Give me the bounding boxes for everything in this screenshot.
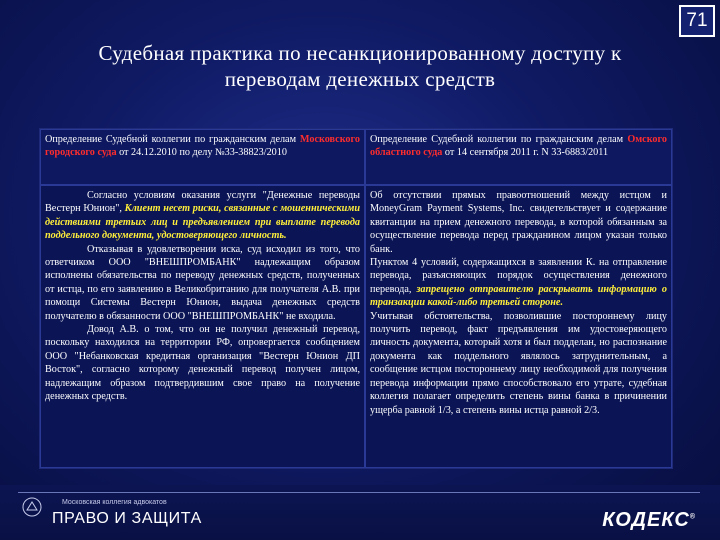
right-paragraph-1: Об отсутствии прямых правоотношений между истцом и MoneyGram Payment Systems, Inc. свидетельствует и содержание квитанции на прием денежного перевода, в которой обязанным за осуществление перевода перед гражданином лицом указан только банк. — [370, 190, 667, 255]
right-header-suffix: от 14 сентября 2011 г. N 33-6883/2011 — [442, 147, 609, 159]
left-paragraph-1 — [45, 189, 360, 243]
left-paragraph-3: Довод А.В. о том, что он не получил денежный перевод, поскольку находился на территории РФ, опровергается сообщением ООО "Небанковская кредитная организация "Вестерн Юнион ДП Восток", согласно которому денежный перевод получен лицом, надлежащим образом подтвердившим свое право на получение денежных средств. — [45, 324, 360, 403]
left-court-name: Московского городского суда — [45, 134, 360, 159]
right-court-name: Омского областного суда — [370, 134, 667, 159]
law-firm-name: ПРАВО И ЗАЩИТА — [52, 510, 202, 527]
left-p1-highlight: Клиент несет риски, связанные с мошенническими действиями третьих лиц и предъявлением при выплате перевода поддельного документа, удостоверяющего личность. — [45, 203, 360, 242]
kodeks-logo — [602, 509, 696, 532]
kodeks-logo-text: КОДЕКС — [602, 509, 690, 531]
title-line-2: переводам денежных средств — [224, 67, 496, 91]
right-body-cell — [365, 185, 672, 468]
left-header-suffix: от 24.12.2010 по делу №33-38823/2010 — [116, 147, 287, 159]
right-header-prefix: Определение Судебной коллегии по гражданским делам — [370, 134, 628, 145]
right-p2-highlight: запрещено отправителю раскрывать информацию о транзакции какой-либо третьей стороне. — [370, 283, 667, 309]
right-paragraph-3: Учитывая обстоятельства, позволившие постороннему лицу получить перевод, факт предъявления им удостоверяющего личность документа, который хотя и был подделан, но распознание документа как поддельного являлось затруднительным, а сообщение истцом постороннему лицу необходимой для получения перевода информации прямо способствовало его утрате, судебная коллегия полагает определить степень вины банка в причинении ущерба равной 1/3, а степень вины истца равной 2/3. — [370, 310, 667, 416]
registered-mark: ® — [689, 513, 696, 521]
left-paragraph-2: Отказывая в удовлетворении иска, суд исходил из того, что ответчиком ООО "ВНЕШПРОМБАНК" надлежащим образом исполнены обязательства по переводу денежных средств, полученных от истца, по его заявлению в Великобританию для получателя А.В. при помощи Системы Вестерн Юнион, выдача денежных средств получателю в обязанности ООО "ВНЕШПРОМБАНК" не входила. — [45, 243, 360, 322]
footer-divider — [18, 492, 700, 493]
right-p2-text: Пунктом 4 условий, содержащихся в заявлении К. на отправление перевода, разъясняющих порядок осуществления денежного перевода, — [370, 257, 667, 295]
left-header-prefix: Определение Судебной коллегии по гражданским делам — [45, 134, 300, 145]
law-firm-logo-icon — [22, 497, 42, 517]
right-header-cell — [365, 129, 672, 185]
left-header-cell — [40, 129, 365, 185]
case-comparison-table — [39, 128, 673, 469]
title-line-1: Судебная практика по несанкционированному доступу к — [98, 41, 622, 65]
slide-number: 71 — [679, 5, 715, 37]
right-paragraph-2 — [370, 256, 667, 310]
page-title — [40, 40, 680, 92]
left-body-cell — [40, 185, 365, 468]
law-firm-subtitle: Московская коллегия адвокатов — [62, 499, 167, 506]
left-p1-text: Согласно условиям оказания услуги "Денежные переводы Вестерн Юнион", — [45, 190, 360, 215]
